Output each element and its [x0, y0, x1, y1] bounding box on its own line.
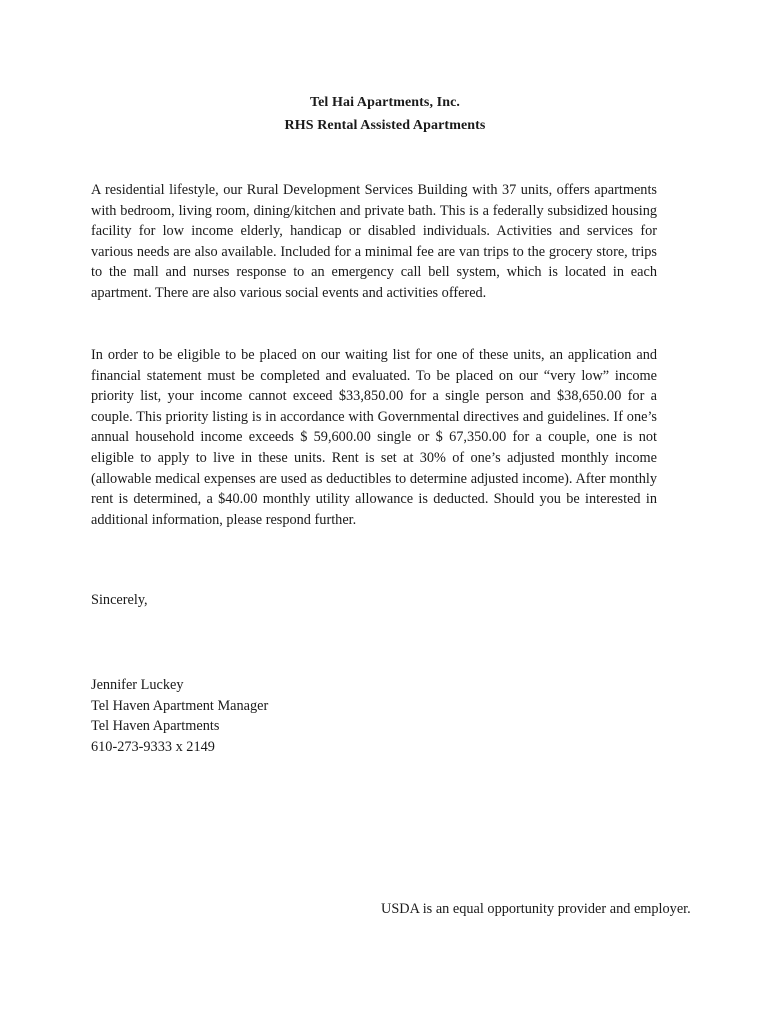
body-paragraph-1: A residential lifestyle, our Rural Development Services Building with 37 units, offers apartments with bedroom, living room, dining/kitchen and private bath. This is a federally subsidized housing facility for low income elderly, handicap or disabled individuals. Activities and services for various needs are also available. Included for a minimal fee are van trips to the grocery store, trips to the mall and nurses response to an emergency call bell system, which is located in each apartment. There are also various social events and activities offered. — [91, 182, 657, 301]
body-paragraph-2: In order to be eligible to be placed on our waiting list for one of these units, an application and financial statement must be completed and evaluated. To be placed on our “very low” income priority list, your income cannot exceed $33,850.00 for a single person and $38,650.00 for a couple. This priority listing is in accordance with Governmental directives and guidelines. If one’s annual household income exceeds $ 59,600.00 single or $ 67,350.00 for a couple, one is not eligible to apply to live in these units. Rent is set at 30% of one’s adjusted monthly income (allowable medical expenses are used as deductibles to determine adjusted income). After monthly rent is determined, a $40.00 monthly utility allowance is deducted. Should you be interested in additional information, please respond further. — [91, 347, 657, 528]
signatory-phone: 610-273-9333 x 2149 — [91, 738, 215, 755]
signatory-name: Jennifer Luckey — [91, 677, 184, 693]
signatory-organization: Tel Haven Apartments — [91, 718, 220, 734]
page-subtitle: RHS Rental Assisted Apartments — [284, 118, 486, 133]
signature-block — [91, 675, 268, 757]
closing-salutation: Sincerely, — [91, 592, 148, 608]
page-title: Tel Hai Apartments, Inc. — [309, 95, 461, 110]
signatory-role: Tel Haven Apartment Manager — [91, 697, 269, 714]
footer-notice: USDA is an equal opportunity provider and employer. — [381, 901, 691, 917]
